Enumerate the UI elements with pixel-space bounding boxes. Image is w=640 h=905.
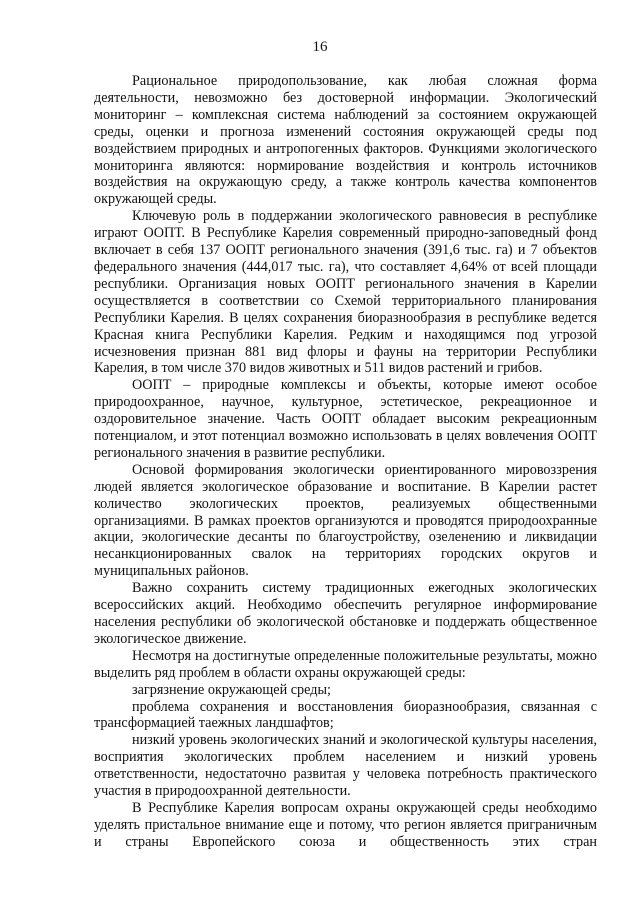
page-number: 16 (312, 39, 328, 55)
paragraph-protected-areas: Ключевую роль в поддержании экологического равновесия в республике играют ООПТ. В Республике Карелия современный природно-заповедный фонд включает в себя 137 ООПТ регионального значения (391,6 тыс. га) и 7 объектов федерального значения (444,017 тыс. га), что составляет 4,64% от всей площади республики. Организация новых ООПТ регионального значения в Карелии осуществляется в соответствии со Схемой территориального планирования Республики Карелия. В целях сохранения биоразнообразия в республике ведется Красная книга Республики Карелия. Редким и находящимся под угрозой исчезновения признан 881 вид флоры и фауны на территории Республики Карелия, в том числе 370 видов животных и 511 видов растений и грибов. (94, 208, 597, 377)
paragraph-monitoring: Рациональное природопользование, как любая сложная форма деятельности, невозможно без достоверной информации. Экологический мониторинг – комплексная система наблюдений за состоянием окружающей среды, оценки и прогноза изменений состояния окружающей среды под воздействием природных и антропогенных факторов. Функциями экологического мониторинга являются: нормирование воздействия и контроль источников воздействия на окружающую среду, а также контроль качества компонентов окружающей среды. (94, 73, 597, 208)
paragraph-eco-education: Основой формирования экологически ориентированного мировоззрения людей является экологическое образование и воспитание. В Карелии растет количество экологических проектов, реализуемых общественными организациями. В рамках проектов организуются и проводятся природоохранные акции, экологические десанты по благоустройству, озеленению и ликвидации несанкционированных свалок на территориях городских округов и муниципальных районов. (94, 461, 597, 580)
paragraph-oopt-value: ООПТ – природные комплексы и объекты, которые имеют особое природоохранное, научное, культурное, эстетическое, рекреационное и оздоровительное значение. Часть ООПТ обладает высоким рекреационным потенциалом, и этот потенциал возможно использовать в целях вовлечения ООПТ регионального значения в развитие республики. (94, 377, 597, 461)
list-item-pollution: загрязнение окружающей среды; (132, 681, 331, 698)
list-item-eco-culture: низкий уровень экологических знаний и экологической культуры населения, восприятия экологических проблем населением и низкий уровень ответственности, недостаточно развитая у человека потребность практического участия в природоохранной деятельности. (94, 732, 597, 800)
paragraph-problems-intro: Несмотря на достигнутые определенные положительные результаты, можно выделить ряд проблем в области охраны окружающей среды: (94, 647, 597, 681)
list-item-biodiversity: проблема сохранения и восстановления биоразнообразия, связанная с трансформацией таежных ландшафтов; (94, 698, 597, 732)
paragraph-eco-actions: Важно сохранить систему традиционных ежегодных экологических всероссийских акций. Необходимо обеспечить регулярное информирование населения республики об экологической обстановке и поддержать общественное экологическое движение. (94, 580, 597, 647)
document-body (94, 73, 597, 851)
paragraph-border-region: В Республике Карелия вопросам охраны окружающей среды необходимо уделять пристальное внимание еще и потому, что регион является приграничным и страны Европейского союза и общественность этих стран (94, 799, 597, 850)
